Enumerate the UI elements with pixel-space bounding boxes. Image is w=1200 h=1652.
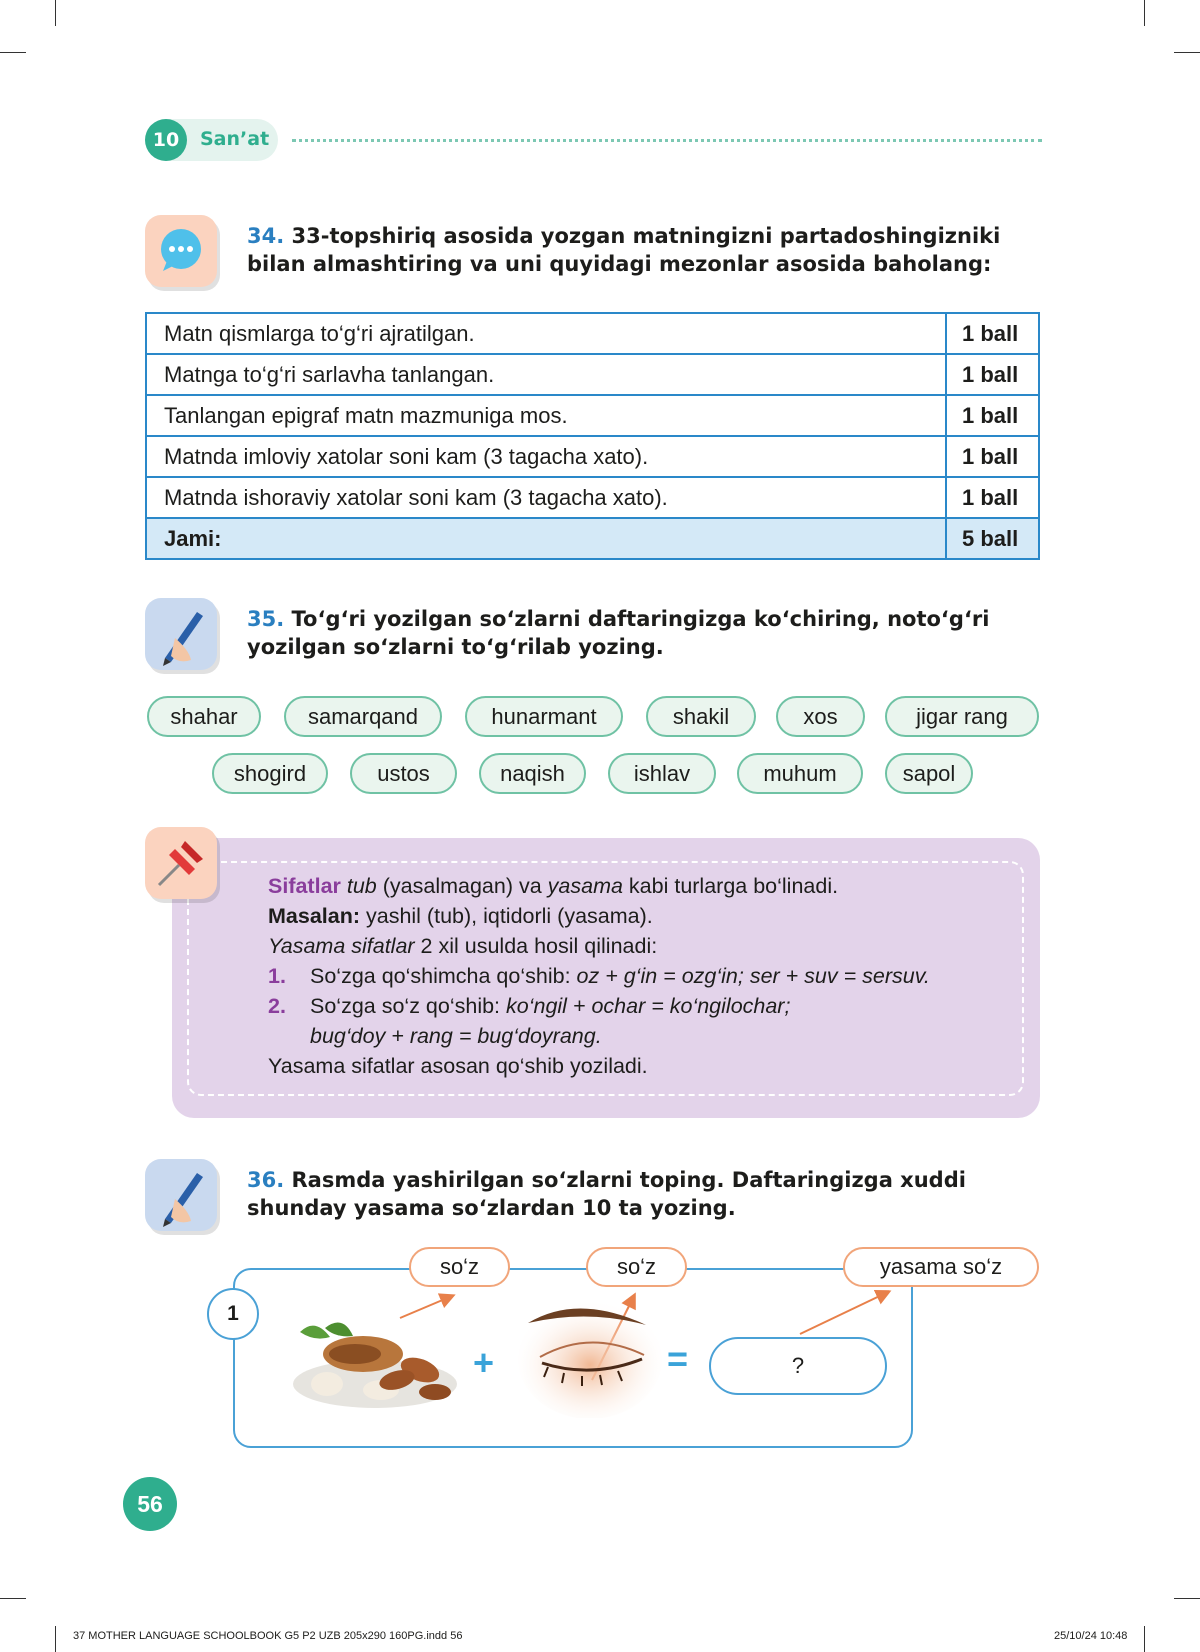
task-number: 35.: [247, 607, 285, 631]
word-chip: shahar: [147, 696, 261, 737]
word-tag: so‘z: [586, 1247, 687, 1287]
word-chip: shakil: [646, 696, 756, 737]
points-cell: 1 ball: [946, 313, 1039, 354]
word-chip: naqish: [479, 753, 586, 794]
points-cell: 1 ball: [946, 395, 1039, 436]
almond-picture-icon: [285, 1312, 460, 1412]
rule-italic: Yasama sifatlar: [268, 934, 415, 958]
points-cell: 1 ball: [946, 477, 1039, 518]
rule-example: oz + g‘in = ozg‘in; ser + suv = sersuv.: [576, 964, 930, 988]
example-label: Masalan:: [268, 904, 361, 928]
word-chip: samarqand: [284, 696, 442, 737]
word-chip: hunarmant: [465, 696, 623, 737]
task-number: 34.: [247, 224, 285, 248]
criterion-cell: Matn qismlarga to‘g‘ri ajratilgan.: [146, 313, 946, 354]
rule-italic: tub: [346, 874, 377, 898]
page-number: 56: [123, 1477, 177, 1531]
rule-text: yashil (tub), iqtidorli (yasama).: [360, 904, 653, 928]
rule-text: So‘zga qo‘shimcha qo‘shib:: [310, 964, 577, 988]
rule-text: Yasama sifatlar asosan qo‘shib yoziladi.: [268, 1054, 648, 1078]
word-chip: jigar rang: [885, 696, 1039, 737]
word-chip: ustos: [350, 753, 457, 794]
criterion-cell: Matnga to‘g‘ri sarlavha tanlangan.: [146, 354, 946, 395]
word-tag: yasama so‘z: [843, 1247, 1039, 1287]
task-number: 36.: [247, 1168, 285, 1192]
word-chip: xos: [776, 696, 865, 737]
plus-sign: +: [473, 1342, 495, 1383]
eye-picture-icon: [518, 1293, 663, 1418]
points-cell: 1 ball: [946, 354, 1039, 395]
task-text: 33-topshiriq asosida yozgan matningizni partadoshingizniki bilan almashtiring va uni quyidagi mezonlar asosida baholang:: [247, 224, 1001, 276]
answer-box: ?: [709, 1337, 887, 1395]
chapter-title: San’at: [200, 128, 270, 150]
rule-term: Sifatlar: [268, 874, 341, 898]
rule-italic: yasama: [547, 874, 623, 898]
print-footer-right: 25/10/24 10:48: [1054, 1630, 1128, 1642]
chapter-number: 10: [145, 119, 187, 161]
criterion-cell: Matnda ishoraviy xatolar soni kam (3 tagacha xato).: [146, 477, 946, 518]
rule-text: 2 xil usulda hosil qilinadi:: [414, 934, 658, 958]
word-tag: so‘z: [409, 1247, 510, 1287]
rule-text: kabi turlarga bo‘linadi.: [622, 874, 839, 898]
step-number: 1.: [268, 964, 286, 988]
word-chip: muhum: [737, 753, 863, 794]
points-cell: 1 ball: [946, 436, 1039, 477]
criterion-cell: Tanlangan epigraf matn mazmuniga mos.: [146, 395, 946, 436]
step-number: 2.: [268, 994, 286, 1018]
criterion-cell: Matnda imloviy xatolar soni kam (3 tagacha xato).: [146, 436, 946, 477]
word-chip: sapol: [885, 753, 973, 794]
word-chip: shogird: [212, 753, 328, 794]
total-points: 5 ball: [946, 518, 1039, 559]
word-chip: ishlav: [608, 753, 716, 794]
rule-text: So‘zga so‘z qo‘shib:: [310, 994, 506, 1018]
total-label: Jami:: [146, 518, 946, 559]
rule-text: (yasalmagan) va: [376, 874, 548, 898]
print-footer-left: 37 MOTHER LANGUAGE SCHOOLBOOK G5 P2 UZB 205x290 160PG.indd 56: [73, 1630, 463, 1642]
example-number: 1: [207, 1288, 259, 1340]
task-text: Rasmda yashirilgan so‘zlarni toping. Daftaringizga xuddi shunday yasama so‘zlardan 10 ta yozing.: [247, 1168, 966, 1220]
rule-example: bug‘doy + rang = bug‘doyrang.: [310, 1024, 602, 1048]
task-text: To‘g‘ri yozilgan so‘zlarni daftaringizga ko‘chiring, noto‘g‘ri yozilgan so‘zlarni to‘g‘rilab yozing.: [247, 607, 990, 659]
equals-sign: =: [667, 1338, 689, 1379]
rule-example: ko‘ngil + ochar = ko‘ngilochar;: [506, 994, 791, 1018]
